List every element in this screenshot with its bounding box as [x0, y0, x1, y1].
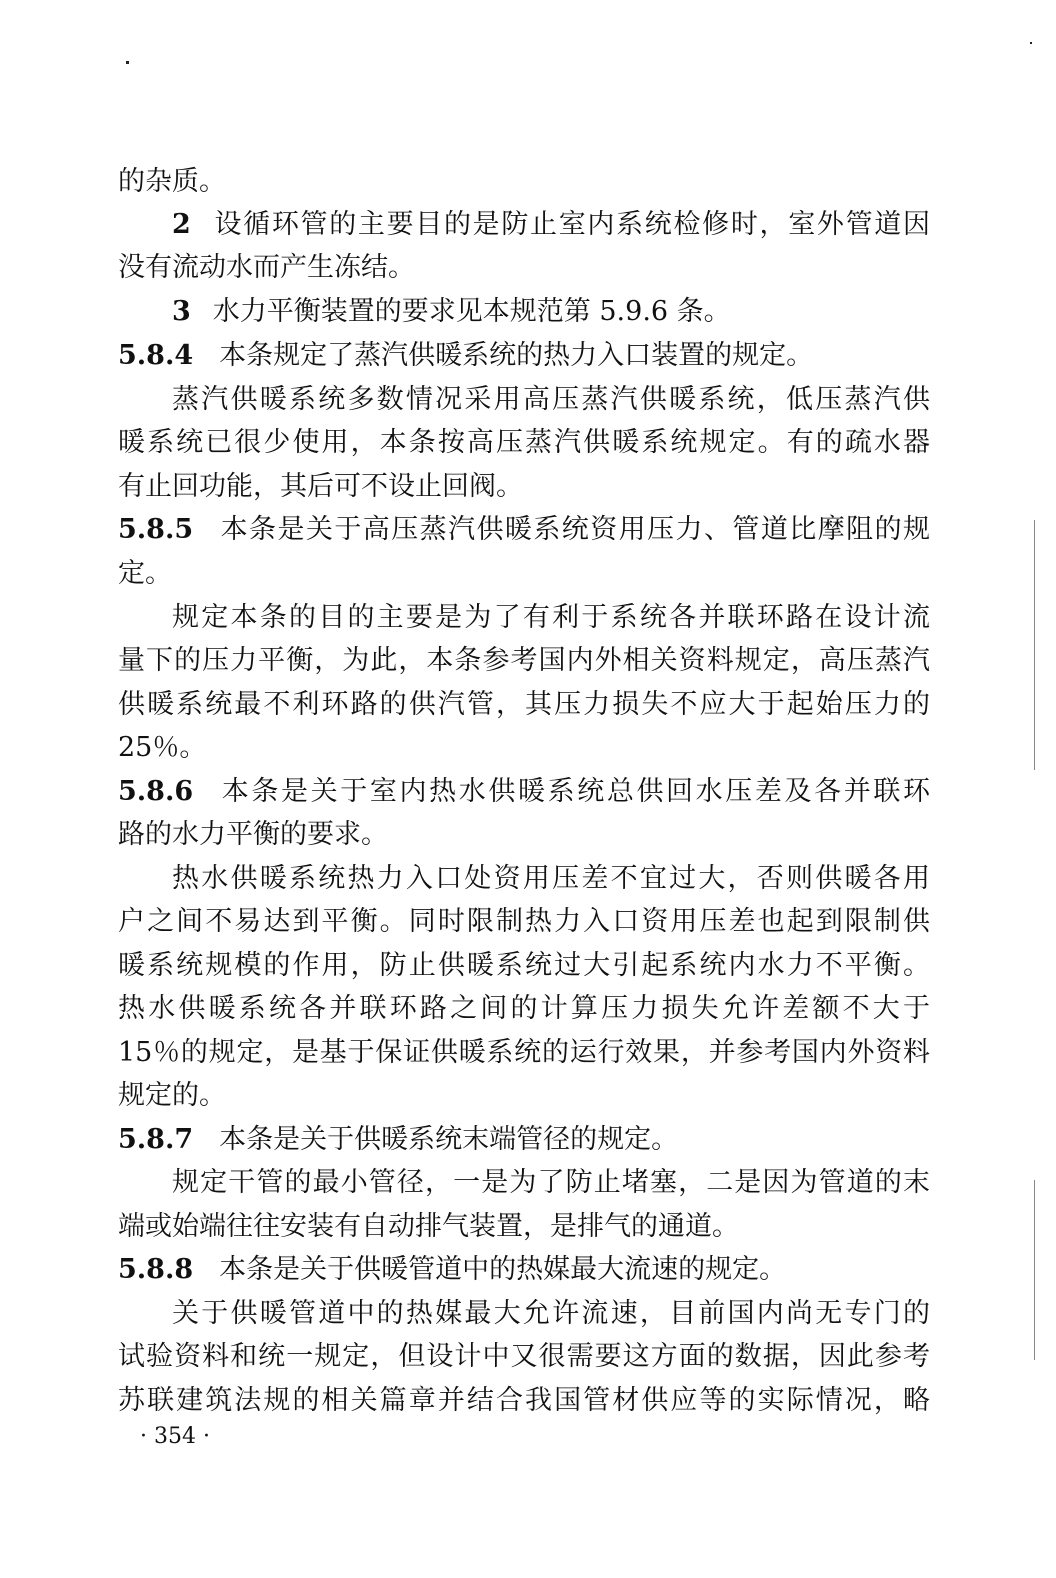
section-number: 5.8.8 [118, 1254, 194, 1285]
paragraph-line: 户之间不易达到平衡。同时限制热力入口资用压差也起到限制供 [118, 906, 930, 937]
paragraph-line: 有止回功能，其后可不设止回阀。 [118, 471, 523, 502]
section-number: 5.8.6 [118, 776, 194, 807]
section-number: 5.8.7 [118, 1124, 194, 1155]
paragraph-line: 路的水力平衡的要求。 [118, 819, 388, 850]
scan-edge-line [1034, 1180, 1035, 1360]
list-item-line: 3 水力平衡装置的要求见本规范第 5.9.6 条。 [172, 296, 731, 327]
paragraph-line: 暖系统已很少使用，本条按高压蒸汽供暖系统规定。有的疏水器 [118, 427, 930, 458]
paragraph-line: 热水供暖系统热力入口处资用压差不宜过大，否则供暖各用 [172, 863, 930, 894]
paragraph-line: 15％的规定，是基于保证供暖系统的运行效果，并参考国内外资料 [118, 1037, 930, 1068]
list-item-number: 2 [172, 209, 191, 240]
scan-edge-line [1034, 520, 1035, 770]
section-heading-line: 5.8.6 本条是关于室内热水供暖系统总供回水压差及各并联环 [118, 776, 930, 807]
paragraph-line: 热水供暖系统各并联环路之间的计算压力损失允许差额不大于 [118, 993, 930, 1024]
paragraph-line: 的杂质。 [118, 166, 226, 197]
section-heading-line: 5.8.5 本条是关于高压蒸汽供暖系统资用压力、管道比摩阻的规 [118, 514, 930, 545]
paragraph-line: 苏联建筑法规的相关篇章并结合我国管材供应等的实际情况，略 [118, 1385, 930, 1416]
paragraph-line: 量下的压力平衡，为此，本条参考国内外相关资料规定，高压蒸汽 [118, 645, 930, 676]
paragraph-line: 试验资料和统一规定，但设计中又很需要这方面的数据，因此参考 [118, 1341, 930, 1372]
list-item-number: 3 [172, 296, 191, 327]
section-heading-line: 5.8.4 本条规定了蒸汽供暖系统的热力入口装置的规定。 [118, 340, 814, 371]
paragraph-line: 关于供暖管道中的热媒最大允许流速，目前国内尚无专门的 [172, 1298, 930, 1329]
page-number: · 354 · [140, 1424, 210, 1449]
scan-speck [126, 61, 129, 64]
paragraph-line: 没有流动水而产生冻结。 [118, 252, 415, 283]
section-heading-line: 5.8.7 本条是关于供暖系统末端管径的规定。 [118, 1124, 679, 1155]
paragraph-line: 规定干管的最小管径，一是为了防止堵塞，二是因为管道的末 [172, 1167, 930, 1198]
paragraph-line: 25％。 [118, 732, 207, 763]
paragraph-line: 蒸汽供暖系统多数情况采用高压蒸汽供暖系统，低压蒸汽供 [172, 384, 930, 415]
paragraph-line: 端或始端往往安装有自动排气装置，是排气的通道。 [118, 1211, 739, 1242]
list-item-line: 2 设循环管的主要目的是防止室内系统检修时，室外管道因 [172, 209, 930, 240]
paragraph-line: 定。 [118, 558, 172, 589]
paragraph-line: 暖系统规模的作用，防止供暖系统过大引起系统内水力不平衡。 [118, 950, 930, 981]
section-number: 5.8.4 [118, 340, 194, 371]
section-number: 5.8.5 [118, 514, 194, 545]
paragraph-line: 规定的。 [118, 1080, 226, 1111]
scan-speck [1030, 42, 1032, 44]
paragraph-line: 规定本条的目的主要是为了有利于系统各并联环路在设计流 [172, 602, 930, 633]
section-heading-line: 5.8.8 本条是关于供暖管道中的热媒最大流速的规定。 [118, 1254, 787, 1285]
paragraph-line: 供暖系统最不利环路的供汽管，其压力损失不应大于起始压力的 [118, 689, 930, 720]
